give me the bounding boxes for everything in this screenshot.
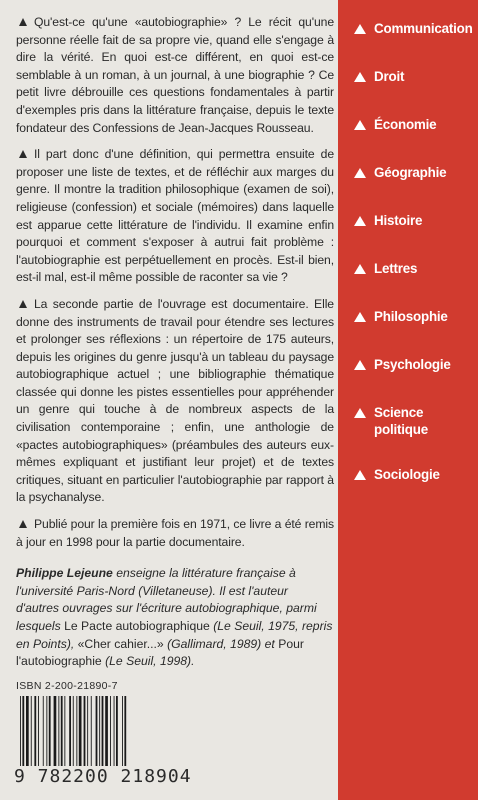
author-name: Philippe Lejeune xyxy=(16,566,113,581)
subject-label: Lettres xyxy=(374,261,418,276)
subject-psychologie xyxy=(338,356,478,379)
subject-histoire xyxy=(338,212,478,235)
barcode-bar xyxy=(34,696,36,766)
barcode-bar xyxy=(38,696,39,766)
barcode-bar xyxy=(31,696,32,766)
paragraph-1-text: Qu'est-ce qu'une «autobiographie» ? Le récit qu'une personne réelle fait de sa propre vie, quand elle s'engage à dire la vérité. En quoi est-ce différent, en quoi est-ce semblable à un roman, à un journal, à une biographie ? Ce petit livre débrouille ces questions fondamentales à partir d'exemples pris dans la littérature française, depuis le texte fondateur des Confessions de Jean-Jacques Rousseau. xyxy=(16,15,334,135)
barcode-bar xyxy=(122,696,123,766)
paragraph-3-text: La seconde partie de l'ouvrage est documentaire. Elle donne des instruments de travail pour étendre ses lectures et prolonger ses réflexions : un répertoire de 175 auteurs, depuis les origines du genre jusqu'à un tableau du paysage autobiographique actuel ; une bibliographie thématique classée qui donne les pistes essentielles pour appréhender un genre qui touche à de nombreux aspects de la civilisation contemporaine ; enfin, une anthologie de «pactes autobiographiques» (préambules des auteurs eux-mêmes expliquant et justifiant leur projet) et de textes critiques, situant en particulier l'autobiographie par rapport à la psychanalyse. xyxy=(16,296,334,505)
barcode-bar xyxy=(46,696,47,766)
isbn-label: ISBN 2-200-21890-7 xyxy=(16,680,118,692)
subject-droit xyxy=(338,68,478,91)
barcode-bar xyxy=(43,696,44,766)
subject-label: Psychologie xyxy=(374,357,451,372)
barcode-bar xyxy=(54,696,57,766)
barcode-bar xyxy=(114,696,115,766)
barcode-bar xyxy=(99,696,100,766)
barcode-bar xyxy=(61,696,63,766)
barcode-bar xyxy=(124,696,126,766)
barcode-bar xyxy=(110,696,111,766)
subject-label: Économie xyxy=(374,117,437,132)
author-bio-part: enseigne la littérature française à l'université Paris-Nord (Villetaneuse). Il est l'auteur d'autres ouvrages sur l'écriture autobiographique, parmi lesquels xyxy=(16,566,317,633)
triangle-icon xyxy=(354,216,366,226)
barcode-bar xyxy=(58,696,59,766)
subject-label: Histoire xyxy=(374,213,423,228)
barcode-bar xyxy=(84,696,86,766)
subject-label: Science politique xyxy=(374,405,428,437)
subject-geographie xyxy=(338,164,478,187)
barcode-bar xyxy=(69,696,71,766)
paragraph-4 xyxy=(16,516,334,551)
paragraph-4-text: Publié pour la première fois en 1971, ce livre a été remis à jour en 1998 pour la partie documentaire. xyxy=(16,517,334,549)
barcode-bar xyxy=(102,696,104,766)
paragraph-2 xyxy=(16,146,334,287)
barcode-bar xyxy=(73,696,74,766)
triangle-icon xyxy=(354,312,366,322)
triangle-bullet-icon xyxy=(19,300,27,308)
author-bio-part: (Le Seuil, 1975, repris en Points), xyxy=(16,619,333,651)
barcode-bar xyxy=(91,696,92,766)
paragraph-2-text: Il part donc d'une définition, qui permettra ensuite de proposer une liste de textes, et de réfléchir aux marges du genre. Il montre la tradition philosophique (examen de soi), religieuse (confession) et sociale (mémoires) dans laquelle est apparue cette littérature de l'individu. Il examine enfin pourquoi et comment s'exposer à autrui fait problème : l'autobiographie est perpétuellement en procès. Est-il bien, est-il mal, est-il même possible de raconter sa vie ? xyxy=(16,147,334,285)
paragraph-1 xyxy=(16,14,334,137)
subject-label: Sociologie xyxy=(374,467,440,482)
subject-economie xyxy=(338,116,478,139)
subject-label: Géographie xyxy=(374,165,447,180)
barcode xyxy=(18,696,168,766)
barcode-bar xyxy=(64,696,65,766)
barcode-bar xyxy=(22,696,24,766)
barcode-bar xyxy=(26,696,29,766)
triangle-icon xyxy=(354,470,366,480)
author-bio-part: (Gallimard, 1989) et xyxy=(163,636,279,651)
barcode-bar xyxy=(116,696,118,766)
subject-philosophie xyxy=(338,308,478,331)
triangle-icon xyxy=(354,360,366,370)
subject-sidebar xyxy=(338,0,478,800)
subject-label: Droit xyxy=(374,69,405,84)
triangle-icon xyxy=(354,24,366,34)
barcode-bar xyxy=(76,696,77,766)
barcode-bar xyxy=(49,696,51,766)
subject-science-politique xyxy=(338,404,478,444)
description-column xyxy=(16,14,334,671)
barcode-bar xyxy=(20,696,21,766)
barcode-bar xyxy=(87,696,88,766)
triangle-bullet-icon xyxy=(19,150,27,158)
barcode-number: 9 782200 218904 xyxy=(14,766,192,787)
barcode-bar xyxy=(96,696,98,766)
subject-communication xyxy=(338,20,478,43)
triangle-icon xyxy=(354,264,366,274)
triangle-icon xyxy=(354,168,366,178)
subject-sociologie xyxy=(338,466,478,489)
barcode-bar xyxy=(79,696,82,766)
book-title: Pour l'autobiographie xyxy=(16,636,304,669)
book-title: Le Pacte autobiographique xyxy=(64,619,210,633)
paragraph-3 xyxy=(16,296,334,507)
barcode-bar xyxy=(105,696,108,766)
subject-lettres xyxy=(338,260,478,283)
triangle-icon xyxy=(354,72,366,82)
triangle-bullet-icon xyxy=(19,520,27,528)
subject-label: Philosophie xyxy=(374,309,448,324)
book-title: «Cher cahier...» xyxy=(77,636,164,651)
triangle-icon xyxy=(354,408,366,418)
subject-label: Communication xyxy=(374,21,473,36)
triangle-icon xyxy=(354,120,366,130)
author-bio xyxy=(16,565,334,671)
triangle-bullet-icon xyxy=(19,18,27,26)
author-bio-part: (Le Seuil, 1998). xyxy=(101,654,195,669)
